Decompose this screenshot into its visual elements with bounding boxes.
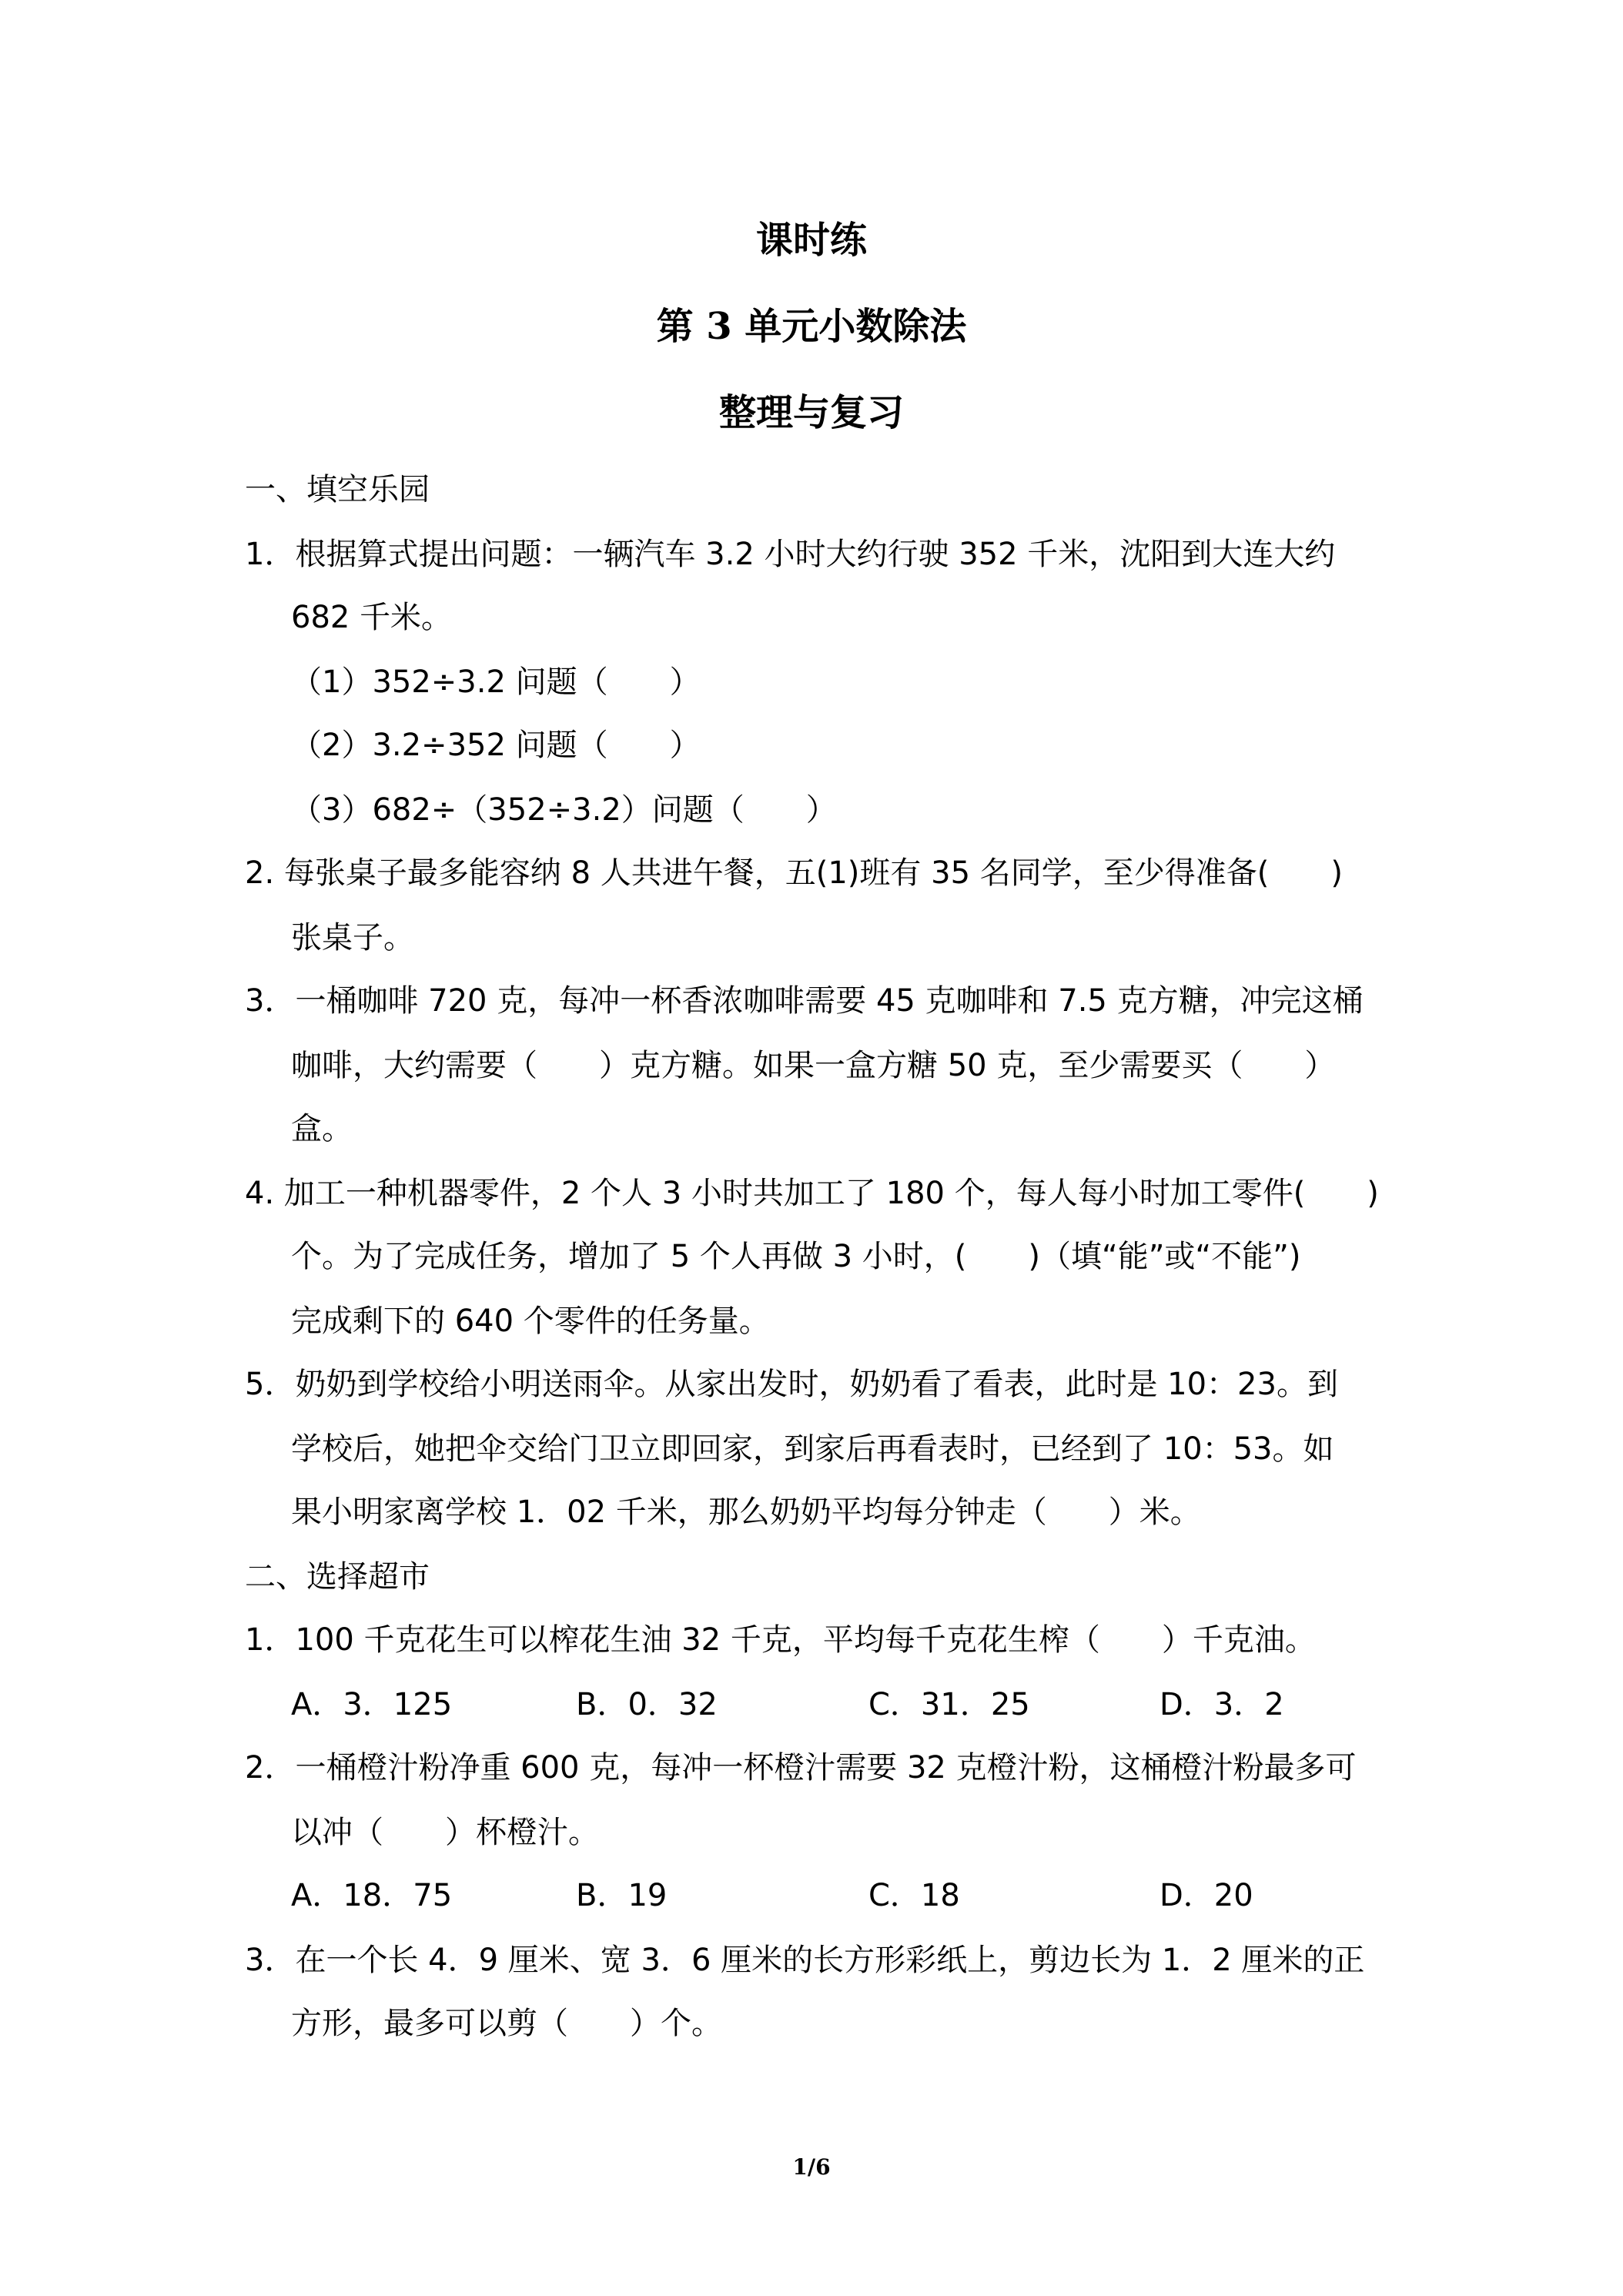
choice-3-line-1: 3．在一个长 4．9 厘米、宽 3．6 厘米的长方形彩纸上，剪边长为 1．2 厘米的正 xyxy=(245,1943,1365,1978)
choice-2-option-a: A．18．75 xyxy=(291,1878,453,1913)
document-title: 课时练 xyxy=(755,219,867,262)
question-5-line-2: 学校后，她把伞交给门卫立即回家，到家后再看表时，已经到了 10：53。如 xyxy=(291,1431,1334,1467)
section2-heading: 二、选择超市 xyxy=(245,1559,430,1595)
question-5-line-1: 5．奶奶到学校给小明送雨伞。从家出发时，奶奶看了看表，此时是 10：23。到 xyxy=(245,1367,1338,1402)
page-number: 1/6 xyxy=(792,2154,831,2180)
choice-2-line-2: 以冲（ ）杯橙汁。 xyxy=(291,1815,599,1850)
choice-1-line-1: 1．100 千克花生可以榨花生油 32 千克，平均每千克花生榨（ ）千克油。 xyxy=(245,1622,1316,1658)
question-1-sub-2: （2）3.2÷352 问题（ ） xyxy=(291,728,701,763)
question-1-line-2: 682 千米。 xyxy=(291,600,453,635)
topic-title: 整理与复习 xyxy=(718,391,904,434)
choice-1-option-b: B．0．32 xyxy=(576,1687,718,1722)
section1-heading: 一、填空乐园 xyxy=(245,472,430,507)
choice-3-line-2: 方形，最多可以剪（ ）个。 xyxy=(291,2006,722,2041)
choice-2-option-d: D．20 xyxy=(1160,1878,1253,1913)
question-3-line-2: 咖啡，大约需要（ ）克方糖。如果一盒方糖 50 克，至少需要买（ ） xyxy=(291,1048,1336,1083)
question-4-line-3: 完成剩下的 640 个零件的任务量。 xyxy=(291,1304,770,1339)
question-5-line-3: 果小明家离学校 1．02 千米，那么奶奶平均每分钟走（ ）米。 xyxy=(291,1494,1201,1530)
question-4-line-1: 4. 加工一种机器零件，2 个人 3 小时共加工了 180 个，每人每小时加工零件( ) xyxy=(245,1176,1379,1211)
question-1-sub-1: （1）352÷3.2 问题（ ） xyxy=(291,664,701,700)
choice-2-option-c: C．18 xyxy=(868,1878,960,1913)
choice-2-options xyxy=(0,1873,1623,1919)
question-2-line-1: 2. 每张桌子最多能容纳 8 人共进午餐，五(1)班有 35 名同学，至少得准备( ) xyxy=(245,855,1343,891)
choice-1-options xyxy=(0,1682,1623,1728)
choice-1-option-d: D．3．2 xyxy=(1160,1687,1284,1722)
question-3-line-1: 3．一桶咖啡 720 克，每冲一杯香浓咖啡需要 45 克咖啡和 7.5 克方糖，冲完这桶 xyxy=(245,983,1364,1019)
question-2-line-2: 张桌子。 xyxy=(291,920,414,956)
question-4-line-2: 个。为了完成任务，增加了 5 个人再做 3 小时，( )（填“能”或“不能”) xyxy=(291,1239,1301,1274)
unit-title: 第 3 单元小数除法 xyxy=(656,305,967,348)
choice-1-option-c: C．31．25 xyxy=(868,1687,1030,1722)
question-1-line-1: 1．根据算式提出问题：一辆汽车 3.2 小时大约行驶 352 千米，沈阳到大连大约 xyxy=(245,537,1336,572)
question-3-line-3: 盒。 xyxy=(291,1111,353,1146)
choice-1-option-a: A．3．125 xyxy=(291,1687,453,1722)
question-1-sub-3: （3）682÷（352÷3.2）问题（ ） xyxy=(291,792,837,828)
choice-2-option-b: B．19 xyxy=(576,1878,668,1913)
choice-2-line-1: 2．一桶橙汁粉净重 600 克，每冲一杯橙汁需要 32 克橙汁粉，这桶橙汁粉最多可 xyxy=(245,1750,1357,1786)
